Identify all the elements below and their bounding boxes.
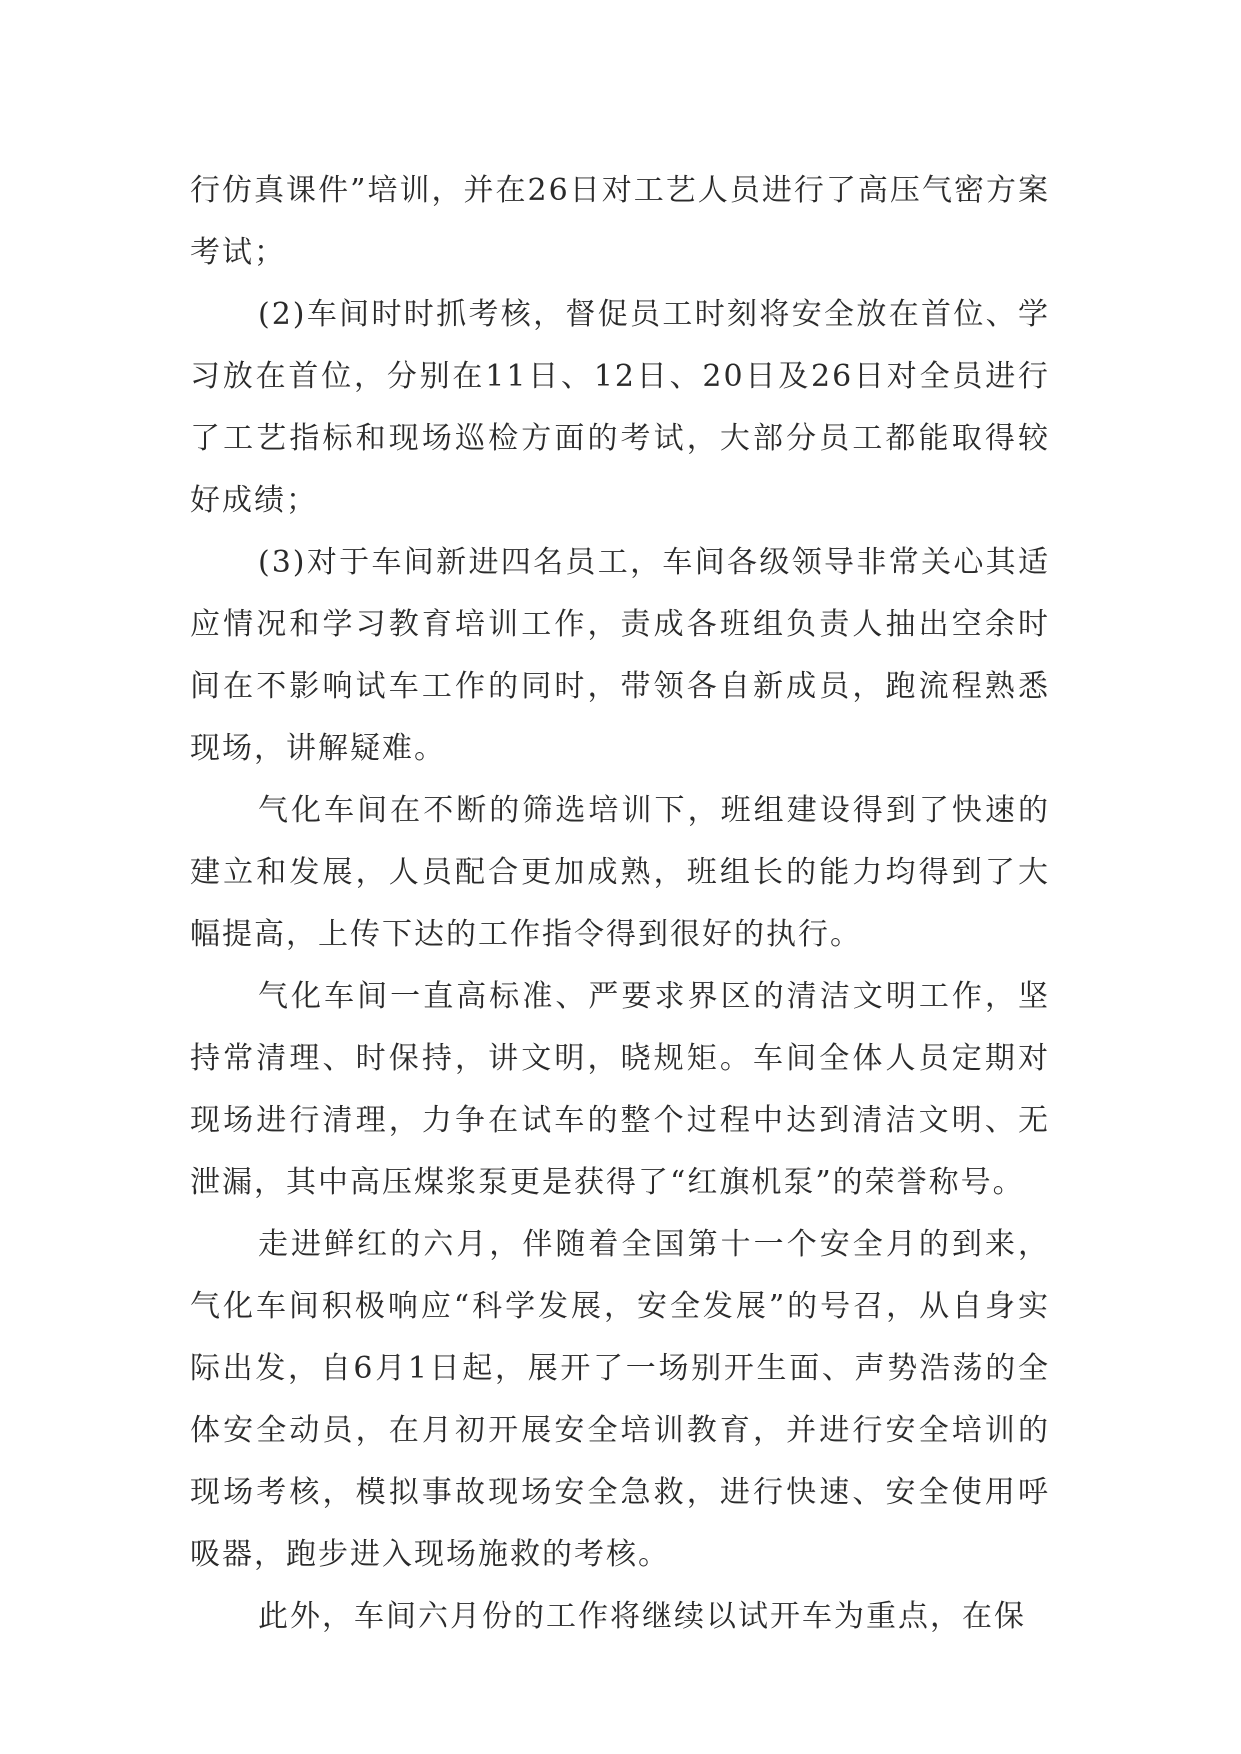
paragraph-4: 气化车间在不断的筛选培训下，班组建设得到了快速的建立和发展，人员配合更加成熟，班组长的能力均得到了大幅提高，上传下达的工作指令得到很好的执行。 (190, 793, 1050, 952)
paragraph-6: 走进鲜红的六月，伴随着全国第十一个安全月的到来，气化车间积极响应“科学发展，安全发展”的号召，从自身实际出发，自6月1日起，展开了一场别开生面、声势浩荡的全体安全动员，在月初开展安全培训教育，并进行安全培训的现场考核，模拟事故现场安全急救，进行快速、安全使用呼吸器，跑步进入现场施救的考核。 (190, 1227, 1050, 1572)
paragraph-1: 行仿真课件”培训，并在26日对工艺人员进行了高压气密方案考试； (190, 173, 1050, 270)
paragraph-2: (2)车间时时抓考核，督促员工时刻将安全放在首位、学习放在首位，分别在11日、12日、20日及26日对全员进行了工艺指标和现场巡检方面的考试，大部分员工都能取得较好成绩； (190, 297, 1050, 518)
paragraph-3: (3)对于车间新进四名员工，车间各级领导非常关心其适应情况和学习教育培训工作，责成各班组负责人抽出空余时间在不影响试车工作的同时，带领各自新成员，跑流程熟悉现场，讲解疑难。 (190, 545, 1050, 766)
paragraph-7: 此外，车间六月份的工作将继续以试开车为重点，在保 (258, 1599, 1026, 1634)
document-body (190, 160, 1050, 1648)
paragraph-5: 气化车间一直高标准、严要求界区的清洁文明工作，坚持常清理、时保持，讲文明，晓规矩。车间全体人员定期对现场进行清理，力争在试车的整个过程中达到清洁文明、无泄漏，其中高压煤浆泵更是获得了“红旗机泵”的荣誉称号。 (190, 979, 1050, 1200)
